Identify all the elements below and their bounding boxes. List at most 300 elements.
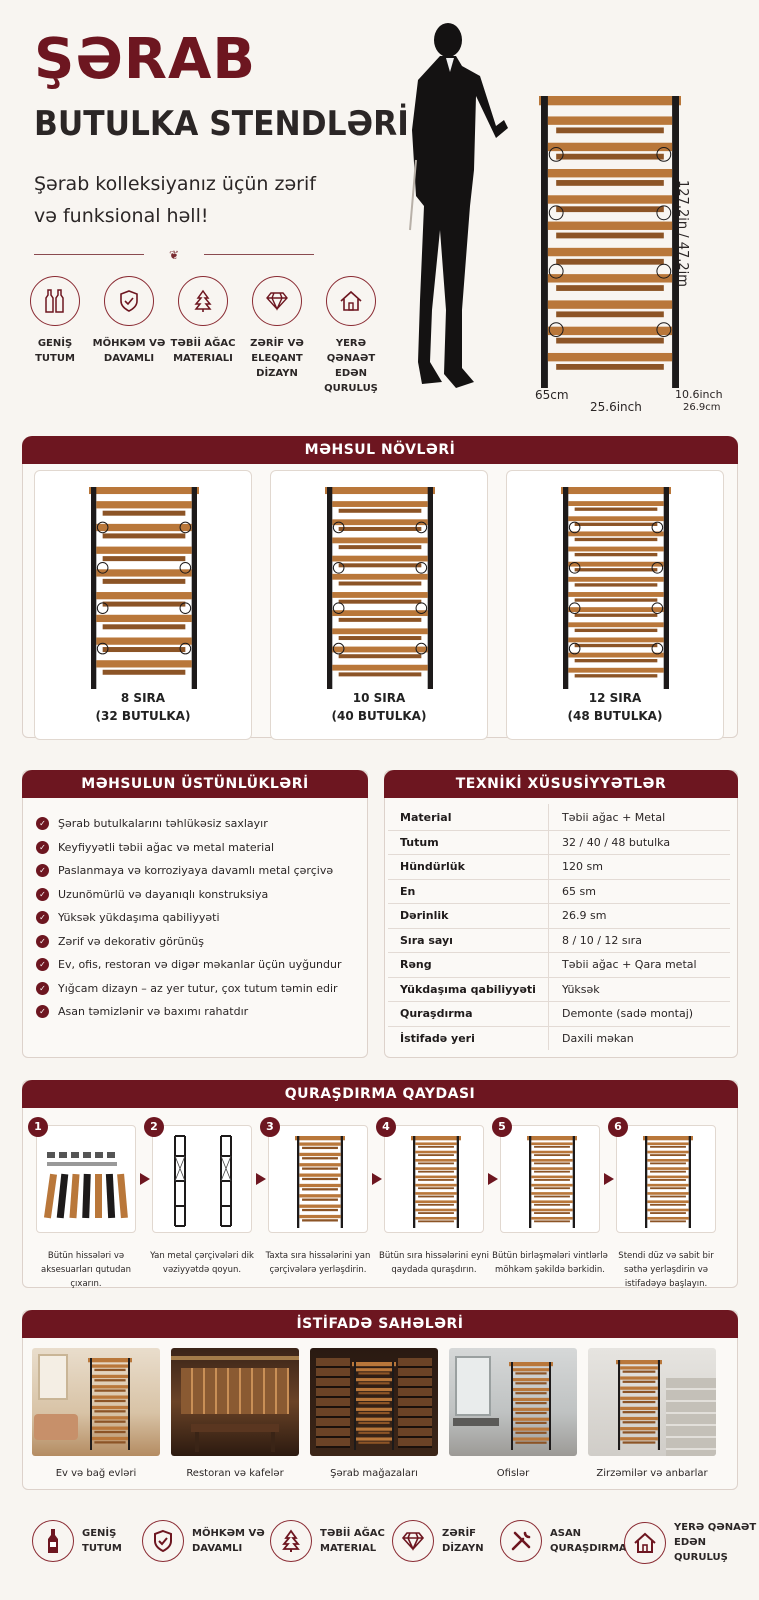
rack-shelf (568, 516, 663, 521)
rack-shelf-back (94, 1431, 125, 1433)
list-item: ✓ Ev, ofis, restoran və digər məkanlar üçün uyğundur (36, 953, 342, 977)
feature-design (240, 276, 314, 396)
rack-shelf-back (575, 659, 658, 662)
rack-shelf (332, 665, 427, 671)
check-icon: ✓ (36, 958, 49, 971)
rack-shelf (548, 300, 672, 308)
rack-shelf-back (575, 523, 658, 526)
table-row: İstifadə yeri Daxili məkan (400, 1031, 634, 1045)
rack-shelf-back (650, 1154, 686, 1156)
rack-top-board (509, 1362, 553, 1366)
rack-shelf (415, 1159, 456, 1162)
rack-shelf-back (650, 1196, 686, 1198)
width-dimension-in: 25.6inch (590, 400, 642, 414)
height-dimension: 127.2in / 47.2im (675, 180, 690, 287)
rack-shelf (568, 592, 663, 597)
rack-shelf (356, 1428, 392, 1431)
arrow-right-icon (488, 1173, 498, 1185)
rack-post (645, 1136, 647, 1228)
step-number: 2 (144, 1117, 164, 1137)
rack-shelf (647, 1184, 688, 1187)
house-icon (326, 276, 376, 326)
table-row: Quraşdırma Demonte (sadə montaj) (388, 1002, 730, 1027)
rack-shelf-back (534, 1196, 570, 1198)
rack-shelf-back (650, 1204, 686, 1206)
rack-shelf-back (575, 568, 658, 571)
rack-shelf (513, 1378, 549, 1381)
rack-shelf (513, 1418, 549, 1421)
feature-space (314, 276, 388, 396)
rack-post (392, 1362, 394, 1450)
rack-shelf-back (650, 1212, 686, 1214)
list-item: ✓ Yüksək yükdaşıma qabiliyyəti (36, 906, 342, 930)
rack-shelf (96, 547, 191, 554)
rack-shelf (415, 1142, 456, 1145)
rack-shelf (513, 1398, 549, 1401)
rack-shelf (620, 1387, 658, 1390)
rack-shelf (92, 1395, 128, 1398)
rack-shelf-back (302, 1167, 338, 1169)
rack-shelf-back (302, 1178, 338, 1180)
rack-shelf (96, 592, 191, 599)
check-icon: ✓ (36, 864, 49, 877)
rack-shelf-back (556, 206, 664, 212)
rack-shelf (415, 1176, 456, 1179)
wine-rack-8-image (85, 483, 203, 693)
list-item: ✓ Şərab butulkalarını təhlükəsiz saxlayır (36, 812, 342, 836)
rack-partial-illustration (269, 1126, 369, 1234)
rack-shelf (96, 524, 191, 531)
rack-shelf (620, 1437, 658, 1440)
rack-shelf (568, 637, 663, 642)
wine-rack-10-image (321, 483, 439, 693)
list-item: ✓ Keyfiyyətli təbii ağac və metal material (36, 836, 342, 860)
rack-post (658, 1360, 660, 1450)
rack-shelf-back (650, 1187, 686, 1189)
wine-rack-12-image (557, 483, 675, 693)
rack-shelf-back (534, 1162, 570, 1164)
rack-shelf (415, 1192, 456, 1195)
diamond-icon (252, 276, 302, 326)
rack-shelf (568, 668, 663, 673)
rack-shelf-back (556, 180, 664, 186)
rack-shelf-back (556, 154, 664, 160)
rack-shelf (92, 1437, 128, 1440)
rack-shelf-back (418, 1171, 454, 1173)
rack-shelf (548, 353, 672, 361)
rack-shelf (568, 577, 663, 582)
rack-top-board (643, 1136, 693, 1140)
rack-shelf-back (339, 600, 422, 604)
footer-feature-assembly: ASAN QURAŞDIRMA (500, 1520, 627, 1562)
rack-shelf-back (418, 1220, 454, 1222)
home-scene-image (32, 1348, 160, 1456)
product-bottles: (32 BUTULKA) (95, 709, 191, 723)
usage-wine-shop (310, 1348, 438, 1479)
rack-shelf (299, 1173, 340, 1176)
rack-shelf-back (103, 602, 186, 607)
rack-shelf-back (418, 1146, 454, 1148)
check-icon: ✓ (36, 841, 49, 854)
rack-shelf (531, 1192, 572, 1195)
rack-shelf-back (534, 1171, 570, 1173)
rack-shelf-back (534, 1146, 570, 1148)
rack-shelf (548, 274, 672, 282)
rack-complete-illustration (617, 1126, 717, 1234)
rack-shelf-back (358, 1372, 389, 1374)
rack-shelf-back (650, 1162, 686, 1164)
rack-shelf-back (418, 1154, 454, 1156)
rack-shelf (548, 222, 672, 230)
check-icon: ✓ (36, 935, 49, 948)
rack-shelf (548, 327, 672, 335)
rack-post (90, 1358, 92, 1450)
rack-shelf (531, 1176, 572, 1179)
rack-shelf-back (575, 674, 658, 677)
rack-shelf-back (556, 311, 664, 317)
rack-shelf (531, 1217, 572, 1220)
footer-feature-capacity: GENİŞ TUTUM (32, 1520, 122, 1562)
rack-shelf-back (358, 1412, 389, 1414)
rack-shelf (415, 1217, 456, 1220)
rack-shelf-back (339, 672, 422, 676)
feature-durable (92, 276, 166, 396)
table-row: Yükdaşıma qabiliyyəti Yüksək (388, 978, 730, 1003)
rack-shelf (332, 501, 427, 507)
rack-shelf-back (339, 509, 422, 513)
office-scene-image (449, 1348, 577, 1456)
rack-shelf (356, 1368, 392, 1371)
rack-shelf (96, 569, 191, 576)
rack-shelf (96, 501, 191, 508)
rack-shelf-back (418, 1162, 454, 1164)
rack-shelf-back (515, 1412, 546, 1414)
rack-shelf (356, 1398, 392, 1401)
step-text: Bütün sıra hissələrini eyni qaydada quraşdırın. (379, 1251, 489, 1275)
rack-shelf (356, 1378, 392, 1381)
rack-post (549, 1362, 551, 1450)
rack-shelf (568, 501, 663, 506)
rack-shelf-back (575, 553, 658, 556)
table-row: Tutum 32 / 40 / 48 butulka (388, 831, 730, 856)
rack-shelf (647, 1142, 688, 1145)
rack-shelf-back (339, 654, 422, 658)
rack-shelf-back (418, 1187, 454, 1189)
product-card-12[interactable] (506, 470, 724, 740)
product-card-10[interactable] (270, 470, 488, 740)
parts-illustration (37, 1126, 137, 1234)
rack-post (341, 1136, 343, 1228)
hero-section (0, 0, 759, 420)
footer-feature-wood: TƏBİİ AĞAC MATERIAL (270, 1520, 385, 1562)
rack-post (354, 1362, 356, 1450)
wine-bottle-icon (30, 276, 80, 326)
table-row: Hündürlük 120 sm (388, 855, 730, 880)
rack-shelf-back (103, 624, 186, 629)
usage-heading: İSTİFADƏ SAHƏLƏRİ (22, 1310, 738, 1338)
rack-post (128, 1358, 130, 1450)
table-row: Rəng Təbii ağac + Qara metal (388, 953, 730, 978)
rack-shelf (513, 1428, 549, 1431)
usage-restaurant (171, 1348, 299, 1479)
rack-shelf-back (650, 1171, 686, 1173)
rack-shelf-back (418, 1212, 454, 1214)
rack-top-board (295, 1136, 345, 1140)
rack-shelf-back (418, 1196, 454, 1198)
rack-shelf (299, 1163, 340, 1166)
rack-shelf-back (339, 545, 422, 549)
rack-shelf-back (575, 644, 658, 647)
rack-shelf-back (515, 1442, 546, 1444)
rack-shelf (299, 1153, 340, 1156)
feature-label: MÖHKƏM VƏ DAVAMLI (92, 338, 166, 364)
rack-top-board (527, 1136, 577, 1140)
product-bottles: (40 BUTULKA) (331, 709, 427, 723)
rack-shelf (531, 1142, 572, 1145)
rack-shelf (92, 1375, 128, 1378)
rack-post (573, 1136, 575, 1228)
rack-shelf (548, 169, 672, 177)
arrow-right-icon (256, 1173, 266, 1185)
rack-shelf-back (339, 636, 422, 640)
rack-post (689, 1136, 691, 1228)
tagline: Şərab kolleksiyanız üçün zərif və funksional həll! (34, 173, 316, 227)
rack-shelf (620, 1397, 658, 1400)
scroll-ornament (333, 563, 344, 574)
check-icon: ✓ (36, 1005, 49, 1018)
usage-label: Şərab mağazaları (330, 1468, 418, 1479)
list-item: ✓ Yığcam dizayn – az yer tutur, çox tutum təmin edir (36, 977, 342, 1001)
product-bottles: (48 BUTULKA) (567, 709, 663, 723)
rack-post (563, 487, 568, 689)
wine-rack-main-image (535, 92, 685, 392)
product-rows: 8 SIRA (120, 691, 166, 705)
rack-shelf (92, 1427, 128, 1430)
rack-shelf-back (358, 1422, 389, 1424)
rack-post (618, 1360, 620, 1450)
rack-post (428, 487, 433, 689)
product-card-8[interactable] (34, 470, 252, 740)
rack-shelf-back (302, 1209, 338, 1211)
feature-label: ZƏRİF VƏ ELEQANT DİZAYN (250, 338, 304, 379)
tree-icon (270, 1520, 312, 1562)
usage-office (449, 1348, 577, 1479)
table-row: Material Təbii ağac + Metal (388, 806, 730, 831)
rack-shelf-back (358, 1442, 389, 1444)
rack-shelf (568, 547, 663, 552)
rack-shelf (332, 556, 427, 562)
rack-shelf-back (623, 1411, 656, 1413)
rack-shelf-back (623, 1371, 656, 1373)
rack-shelf-back (515, 1402, 546, 1404)
rack-shelf-back (302, 1219, 338, 1221)
rack-shelf (299, 1184, 340, 1187)
shield-icon (142, 1520, 184, 1562)
rack-shelf (620, 1407, 658, 1410)
rack-shelf (332, 538, 427, 544)
rack-shelf-back (623, 1431, 656, 1433)
table-row: Sıra sayı 8 / 10 / 12 sıra (388, 929, 730, 954)
rack-top-board (539, 96, 681, 105)
product-types-heading: MƏHSUL NÖVLƏRİ (22, 436, 738, 464)
rack-post (91, 487, 96, 689)
rack-shelf-back (339, 527, 422, 531)
rack-shelf-back (94, 1410, 125, 1412)
rack-shelf-back (515, 1422, 546, 1424)
check-icon: ✓ (36, 817, 49, 830)
table-row: En 65 sm (388, 880, 730, 905)
rack-shelf (531, 1151, 572, 1154)
step-text: Bütün hissələri və aksesuarları qutudan çıxarın. (41, 1251, 131, 1289)
rack-shelf-back (556, 364, 664, 370)
product-rows: 12 SIRA (588, 691, 642, 705)
rack-shelf (568, 622, 663, 627)
diamond-icon (392, 1520, 434, 1562)
rack-shelf-back (103, 670, 186, 675)
step-text: Taxta sıra hissələrini yan çərçivələrə yerləşdirin. (265, 1251, 371, 1275)
rack-top-board (411, 1136, 461, 1140)
rack-shelf (96, 660, 191, 667)
rack-shelf-back (103, 579, 186, 584)
wine-shop-scene-image (310, 1348, 438, 1456)
feature-wood (166, 276, 240, 396)
frames-illustration (153, 1126, 253, 1234)
arrow-right-icon (372, 1173, 382, 1185)
specs-heading: TEXNİKİ XÜSUSİYYƏTLƏR (384, 770, 738, 798)
rack-shelf (531, 1200, 572, 1203)
list-item: ✓ Zərif və dekorativ görünüş (36, 930, 342, 954)
depth-dimension-cm: 26.9cm (683, 402, 721, 413)
rack-shelf (299, 1194, 340, 1197)
rack-shelf-back (534, 1204, 570, 1206)
rack-shelf (92, 1406, 128, 1409)
usage-label: Restoran və kafelər (186, 1468, 284, 1479)
rack-shelf (415, 1209, 456, 1212)
rack-shelf-back (556, 127, 664, 133)
rack-post (413, 1136, 415, 1228)
rack-shelf-back (623, 1391, 656, 1393)
rack-shelf (531, 1209, 572, 1212)
usage-label: Ofislər (496, 1468, 530, 1479)
rack-shelf (647, 1200, 688, 1203)
rack-shelf-back (302, 1199, 338, 1201)
rack-shelf (415, 1151, 456, 1154)
rack-shelf-back (575, 538, 658, 541)
rack-post (327, 487, 332, 689)
rack-shelf-back (515, 1432, 546, 1434)
rack-shelf (332, 610, 427, 616)
list-item: ✓ Paslanmaya və korroziyaya davamlı metal çərçivə (36, 859, 342, 883)
rack-shelf (568, 562, 663, 567)
restaurant-scene-image (171, 1348, 299, 1456)
feature-capacity (18, 276, 92, 396)
rack-shelf-back (94, 1441, 125, 1443)
rack-shelf-back (534, 1220, 570, 1222)
wine-bottle-icon (32, 1520, 74, 1562)
rack-shelf-back (575, 598, 658, 601)
rack-shelf-back (302, 1147, 338, 1149)
rack-shelf-back (556, 338, 664, 344)
rack-shelf (531, 1167, 572, 1170)
rack-shelf (92, 1385, 128, 1388)
rack-shelf-back (650, 1220, 686, 1222)
rack-shelf-back (418, 1179, 454, 1181)
rack-shelf (531, 1159, 572, 1162)
usage-cellar (588, 1348, 716, 1479)
rack-shelf-back (534, 1179, 570, 1181)
rack-shelf (415, 1167, 456, 1170)
footer-feature-durable: MÖHKƏM VƏ DAVAMLI (142, 1520, 265, 1562)
rack-shelf (531, 1184, 572, 1187)
rack-shelf-back (103, 511, 186, 516)
rack-shelf-back (650, 1179, 686, 1181)
rack-shelf (332, 628, 427, 634)
rack-shelf (415, 1200, 456, 1203)
rack-shelf (647, 1217, 688, 1220)
rack-shelf (620, 1417, 658, 1420)
width-dimension-cm: 65cm (535, 388, 569, 402)
rack-screws-illustration (501, 1126, 601, 1234)
rack-shelf (299, 1215, 340, 1218)
step-text: Yan metal çərçivələri dik vəziyyətdə qoyun. (150, 1251, 254, 1275)
rack-shelf (647, 1192, 688, 1195)
flourish-icon: ❦ (168, 248, 180, 262)
rack-shelf-back (556, 233, 664, 239)
rack-shelf-back (94, 1379, 125, 1381)
check-icon: ✓ (36, 982, 49, 995)
rack-shelf-back (623, 1401, 656, 1403)
rack-shelf (647, 1176, 688, 1179)
rack-shelf-back (103, 533, 186, 538)
step-number: 4 (376, 1117, 396, 1137)
rack-shelf-back (94, 1400, 125, 1402)
rack-shelf (620, 1376, 658, 1379)
arrow-right-icon (140, 1173, 150, 1185)
rack-shelf (513, 1408, 549, 1411)
rack-shelf (356, 1418, 392, 1421)
rack-shelf (299, 1142, 340, 1145)
feature-label: TƏBİİ AĞAC MATERIALI (170, 338, 236, 364)
rack-shelf-back (575, 629, 658, 632)
rack-shelf-back (575, 508, 658, 511)
rack-shelf (356, 1408, 392, 1411)
rack-post (297, 1136, 299, 1228)
rack-shelf-back (515, 1382, 546, 1384)
list-item: ✓ Uzunömürlü və dayanıqlı konstruksiya (36, 883, 342, 907)
rack-shelf (647, 1159, 688, 1162)
rack-shelf-back (302, 1188, 338, 1190)
man-silhouette-image (400, 10, 510, 400)
rack-shelf-back (575, 583, 658, 586)
step-number: 5 (492, 1117, 512, 1137)
rack-shelf-back (556, 285, 664, 291)
footer-feature-space: YERƏ QƏNAƏT EDƏN QURULUŞ (624, 1520, 759, 1565)
feature-label: YERƏ QƏNAƏT EDƏN QURULUŞ (324, 338, 378, 394)
feature-row (18, 276, 388, 396)
rack-shelf-back (575, 614, 658, 617)
rack-shelf (620, 1366, 658, 1369)
rack-shelf-back (339, 581, 422, 585)
rack-top-board (325, 487, 435, 494)
tree-icon (178, 276, 228, 326)
step-text: Bütün birləşmələri vintlərlə möhkəm şəkildə bərkidin. (492, 1251, 608, 1275)
rack-shelf-back (103, 556, 186, 561)
rack-shelf-back (623, 1441, 656, 1443)
rack-shelf (513, 1368, 549, 1371)
rack-shelf (96, 615, 191, 622)
rack-shelf-back (534, 1187, 570, 1189)
rack-shelf-back (515, 1392, 546, 1394)
